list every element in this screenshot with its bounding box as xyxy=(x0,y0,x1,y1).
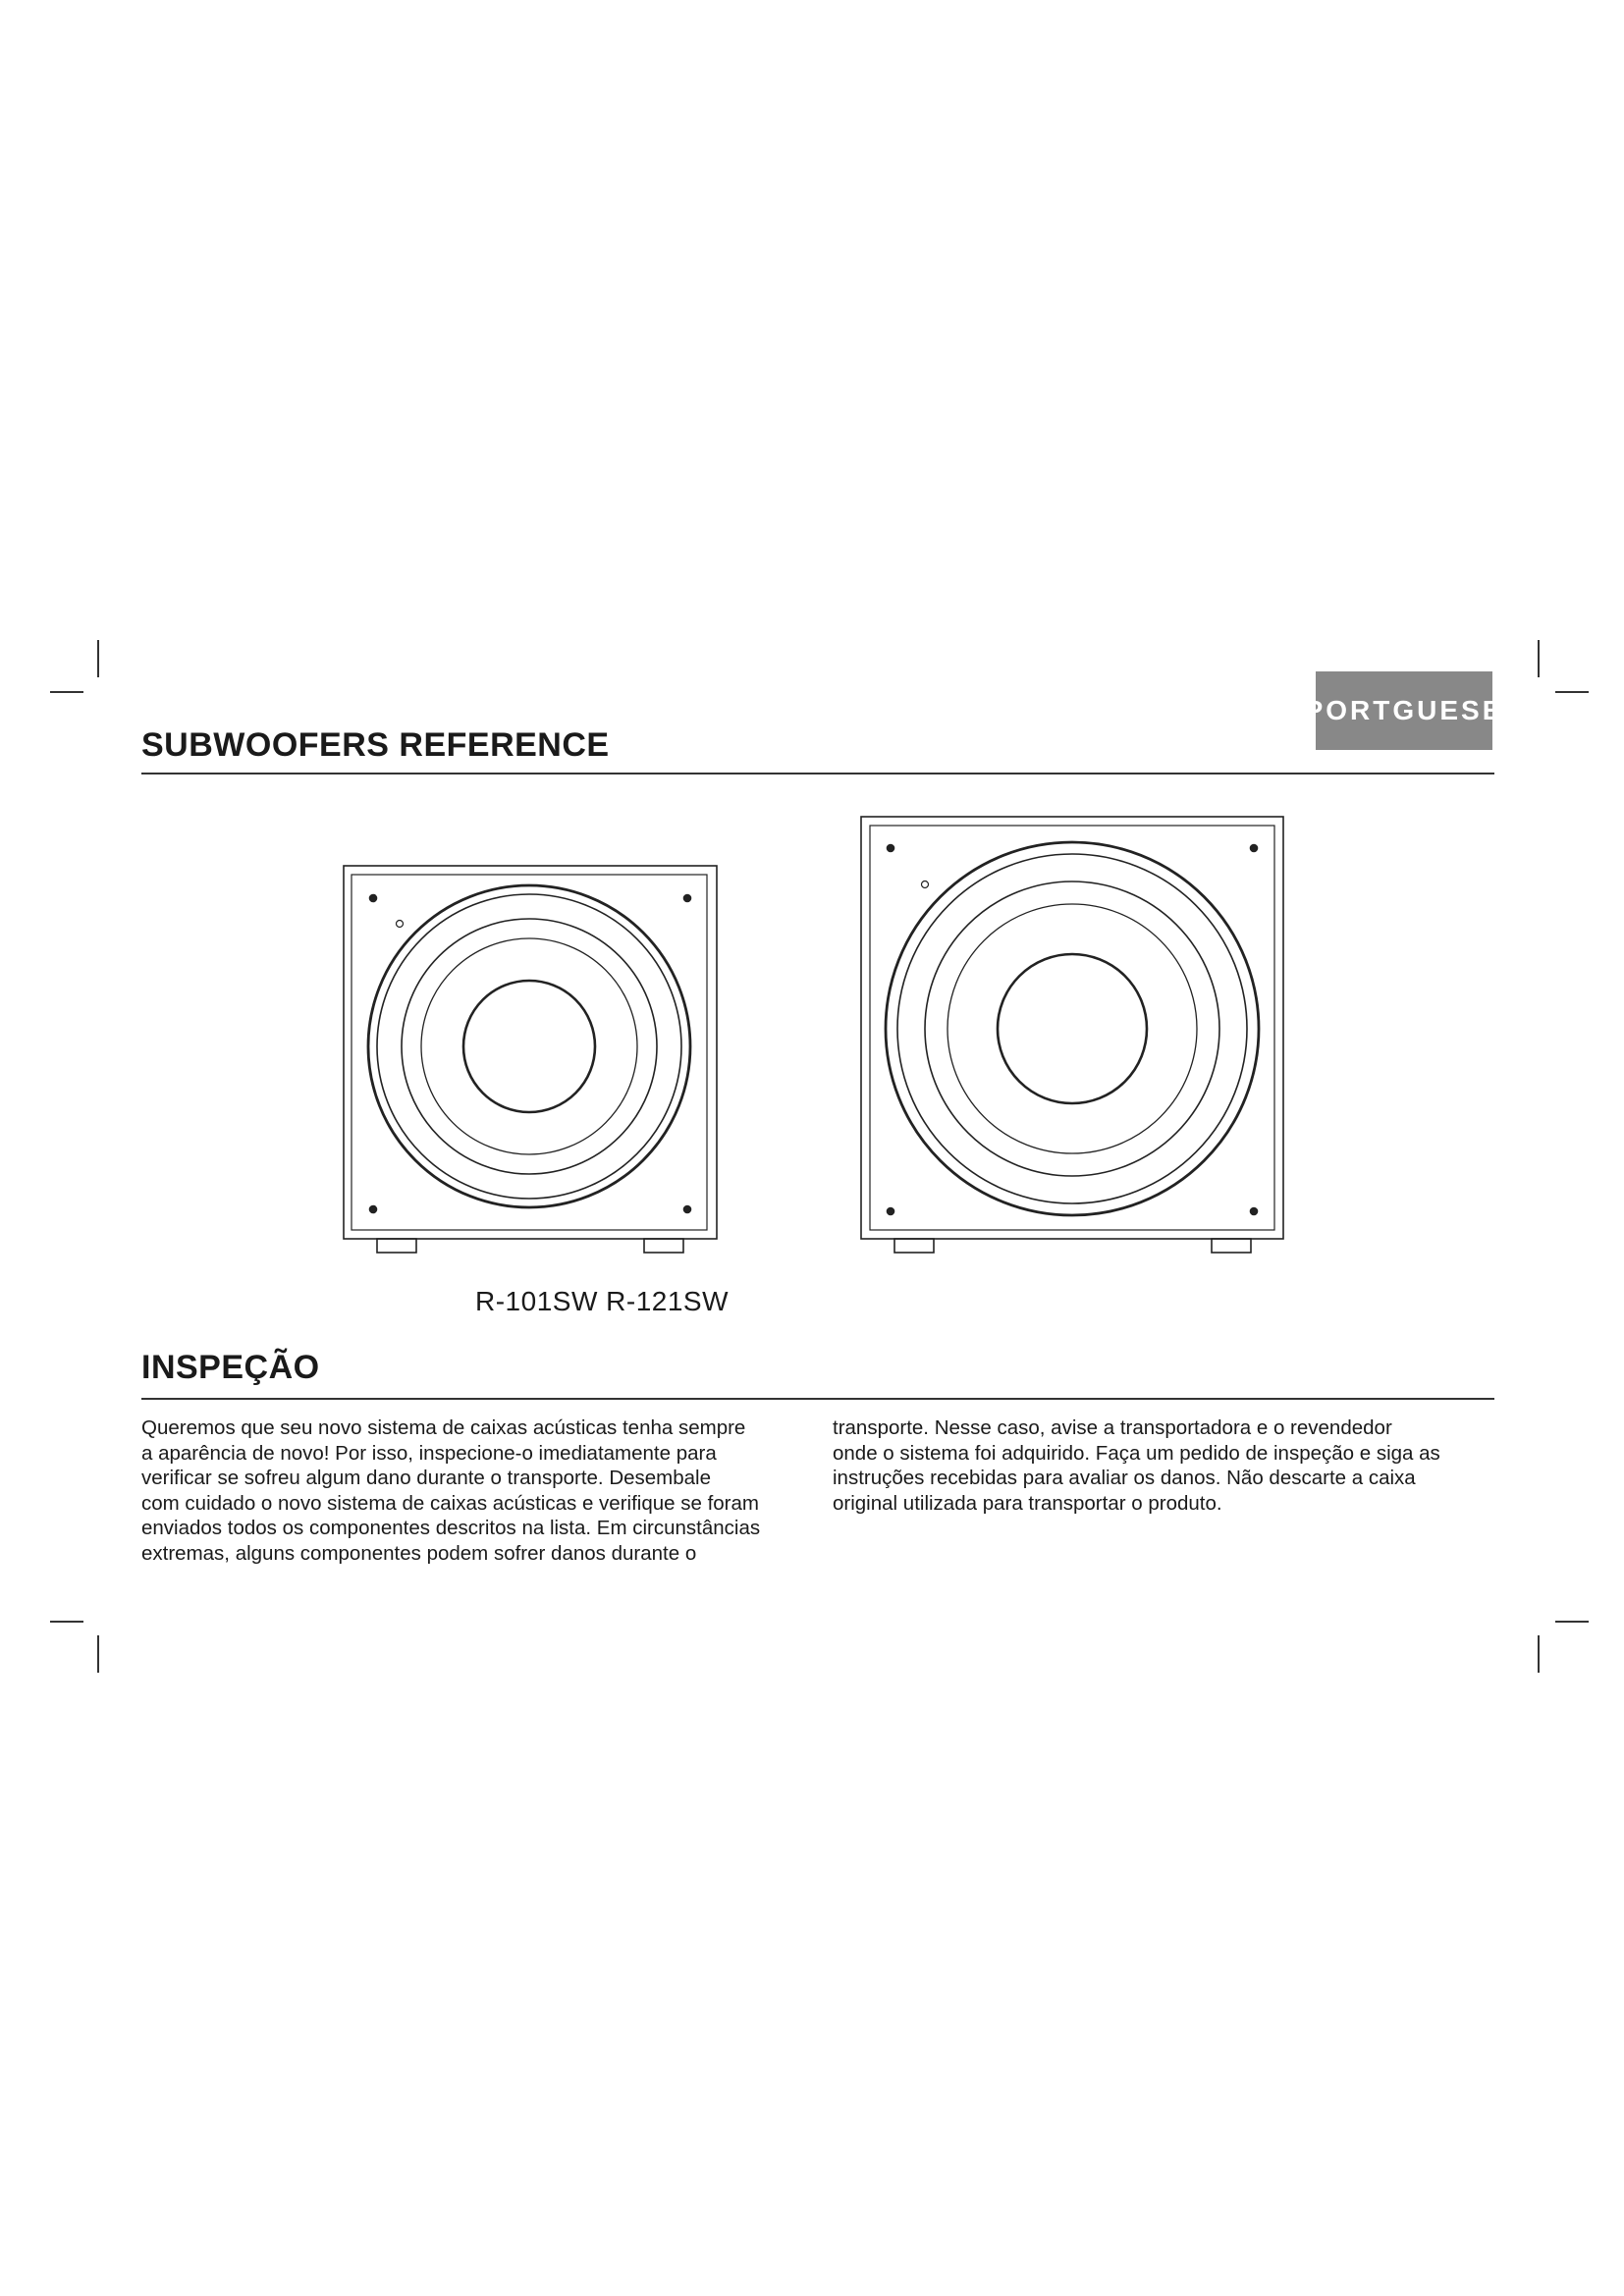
cabinet-inner xyxy=(870,826,1274,1230)
text-line: instruções recebidas para avaliar os danos. Não descarte a caixa xyxy=(833,1467,1416,1489)
subwoofer-r101sw-drawing xyxy=(344,866,717,1253)
screw-top-left xyxy=(370,895,377,902)
screw-bottom-right xyxy=(684,1206,691,1213)
foot-right xyxy=(644,1239,683,1253)
screw-bottom-right xyxy=(1251,1208,1258,1215)
inspection-text-column-1 xyxy=(141,1415,809,1566)
section-title-subwoofers: SUBWOOFERS REFERENCE xyxy=(141,726,610,764)
text-line: extremas, alguns componentes podem sofrer danos durante o xyxy=(141,1541,697,1565)
driver-cone-ring-2 xyxy=(947,904,1197,1153)
driver-cone-ring-2 xyxy=(421,938,637,1154)
driver-cone-ring-1 xyxy=(925,881,1219,1176)
screw-top-right xyxy=(684,895,691,902)
screw-bottom-left xyxy=(888,1208,894,1215)
text-line: onde o sistema foi adquirido. Faça um pedido de inspeção e siga as xyxy=(833,1441,1440,1465)
driver-surround-inner xyxy=(377,894,681,1199)
section-title-inspecao: INSPEÇÃO xyxy=(141,1349,320,1386)
text-line: verificar se sofreu algum dano durante o transporte. Desembale xyxy=(141,1467,712,1489)
cabinet-inner xyxy=(352,875,707,1230)
driver-surround-outer xyxy=(368,885,690,1207)
text-line: original utilizada para transportar o produto. xyxy=(833,1491,1222,1515)
foot-left xyxy=(894,1239,934,1253)
indicator-led xyxy=(397,921,404,928)
indicator-led xyxy=(922,881,929,888)
text-line: enviados todos os componentes descritos na lista. Em circunstâncias xyxy=(141,1517,761,1539)
subwoofer-r121sw-drawing xyxy=(861,817,1283,1253)
foot-left xyxy=(377,1239,416,1253)
text-line: com cuidado o novo sistema de caixas acústicas e verifique se foram xyxy=(141,1491,759,1515)
driver-surround-inner xyxy=(897,854,1247,1203)
text-line: Queremos que seu novo sistema de caixas acústicas tenha sempre xyxy=(141,1416,746,1439)
dust-cap xyxy=(998,954,1147,1103)
model-labels: R-101SW R-121SW xyxy=(475,1286,730,1316)
language-tab: PORTGUESE xyxy=(1316,671,1492,750)
text-line: a aparência de novo! Por isso, inspecione-o imediatamente para xyxy=(141,1441,717,1465)
screw-top-right xyxy=(1251,845,1258,852)
dust-cap xyxy=(463,981,595,1112)
screw-top-left xyxy=(888,845,894,852)
screw-bottom-left xyxy=(370,1206,377,1213)
driver-cone-ring-1 xyxy=(402,919,657,1174)
foot-right xyxy=(1212,1239,1251,1253)
driver-surround-outer xyxy=(886,842,1259,1215)
section-divider-inspecao xyxy=(141,1398,1494,1400)
inspection-text-column-2 xyxy=(833,1415,1500,1516)
text-line: transporte. Nesse caso, avise a transportadora e o revendedor xyxy=(833,1416,1392,1439)
cabinet-outer xyxy=(344,866,717,1239)
